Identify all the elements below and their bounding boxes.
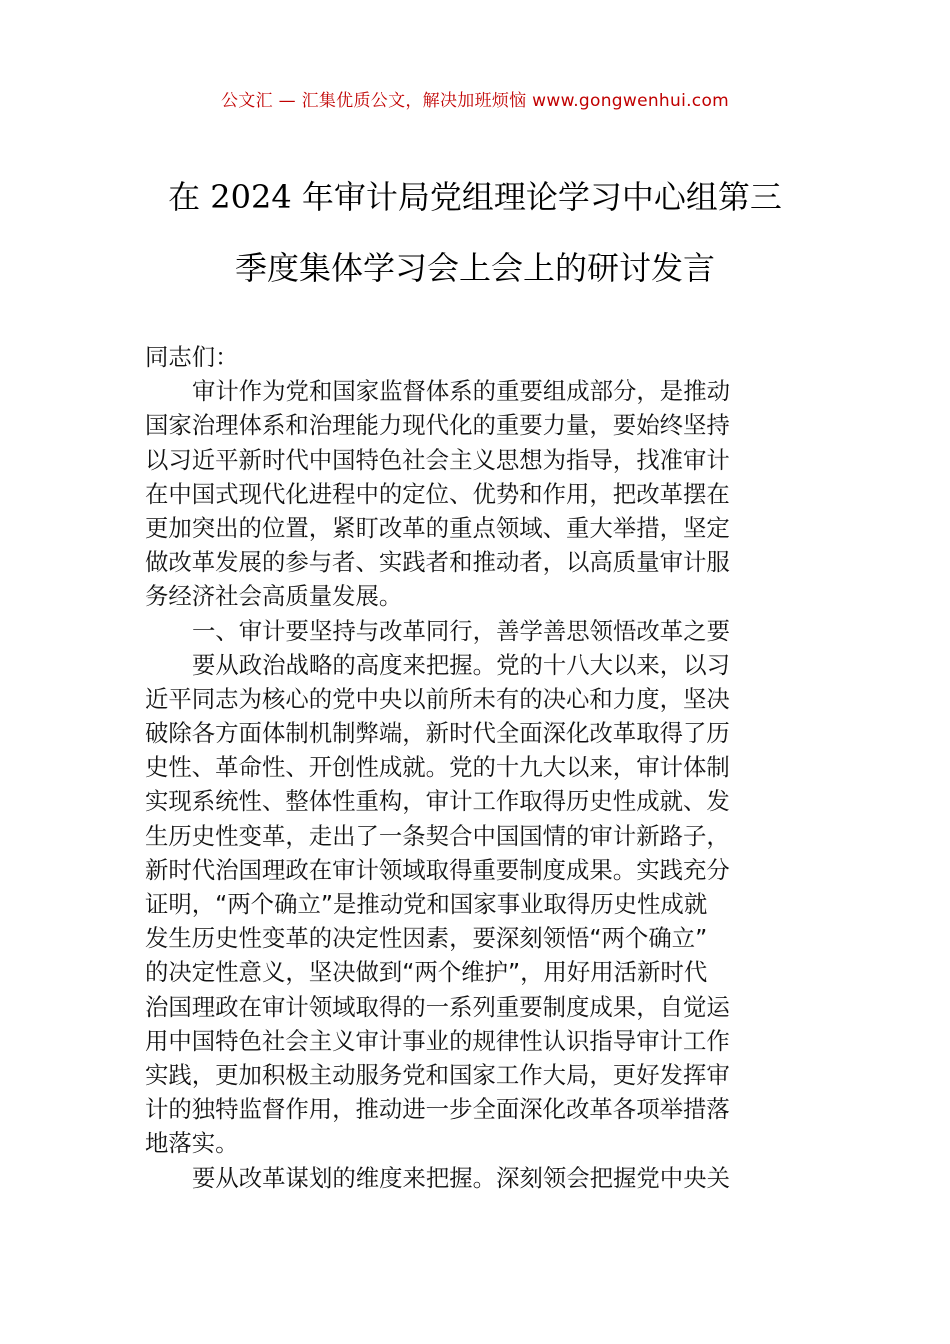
document-title: [120, 162, 830, 304]
body-line: 新时代治国理政在审计领域取得重要制度成果。实践充分: [145, 855, 730, 884]
body-line: 史性、革命性、开创性成就。党的十九大以来，审计体制: [145, 753, 730, 782]
body-line: 证明，“两个确立”是推动党和国家事业取得历史性成就: [145, 890, 708, 918]
body-line: 用中国特色社会主义审计事业的规律性认识指导审计工作: [145, 1026, 730, 1055]
body-line: 破除各方面体制机制弊端，新时代全面深化改革取得了历: [145, 719, 730, 748]
site-banner: 公文汇 — 汇集优质公文，解决加班烦恼 www.gongwenhui.com: [220, 91, 730, 111]
body-line: 更加突出的位置，紧盯改革的重点领域、重大举措，坚定: [145, 513, 730, 542]
body-line: 地落实。: [145, 1129, 239, 1158]
body-line: 实现系统性、整体性重构，审计工作取得历史性成就、发: [145, 787, 730, 816]
body-line: 的决定性意义，坚决做到“两个维护”，用好用活新时代: [145, 958, 708, 987]
body-line: 要从政治战略的高度来把握。党的十八大以来，以习: [192, 650, 730, 679]
body-line: 计的独特监督作用，推动进一步全面深化改革各项举措落: [145, 1095, 730, 1124]
title-line-2: 季度集体学习会上会上的研讨发言: [234, 249, 715, 287]
body-line: 生历史性变革，走出了一条契合中国国情的审计新路子，: [145, 821, 730, 850]
salutation: 同志们：: [145, 343, 239, 371]
body-line: 发生历史性变革的决定性因素，要深刻领悟“两个确立”: [145, 924, 708, 953]
body-line: 以习近平新时代中国特色社会主义思想为指导，找准审计: [145, 445, 730, 474]
section-heading: 一、审计要坚持与改革同行，善学善思领悟改革之要: [192, 616, 730, 645]
body-line: 实践，更加积极主动服务党和国家工作大局，更好发挥审: [145, 1060, 730, 1089]
body-line: 做改革发展的参与者、实践者和推动者，以高质量审计服: [145, 548, 730, 577]
body-line: 审计作为党和国家监督体系的重要组成部分，是推动: [192, 377, 730, 406]
document-body: [145, 340, 810, 1195]
body-line: 务经济社会高质量发展。: [145, 582, 403, 611]
body-line: 要从改革谋划的维度来把握。深刻领会把握党中央关: [192, 1163, 730, 1192]
body-line: 国家治理体系和治理能力现代化的重要力量，要始终坚持: [145, 411, 730, 440]
body-line: 近平同志为核心的党中央以前所未有的决心和力度，坚决: [145, 684, 730, 713]
body-line: 在中国式现代化进程中的定位、优势和作用，把改革摆在: [145, 479, 730, 508]
title-line-1: 在 2024 年审计局党组理论学习中心组第三: [168, 178, 782, 216]
body-line: 治国理政在审计领域取得的一系列重要制度成果，自觉运: [145, 992, 730, 1021]
